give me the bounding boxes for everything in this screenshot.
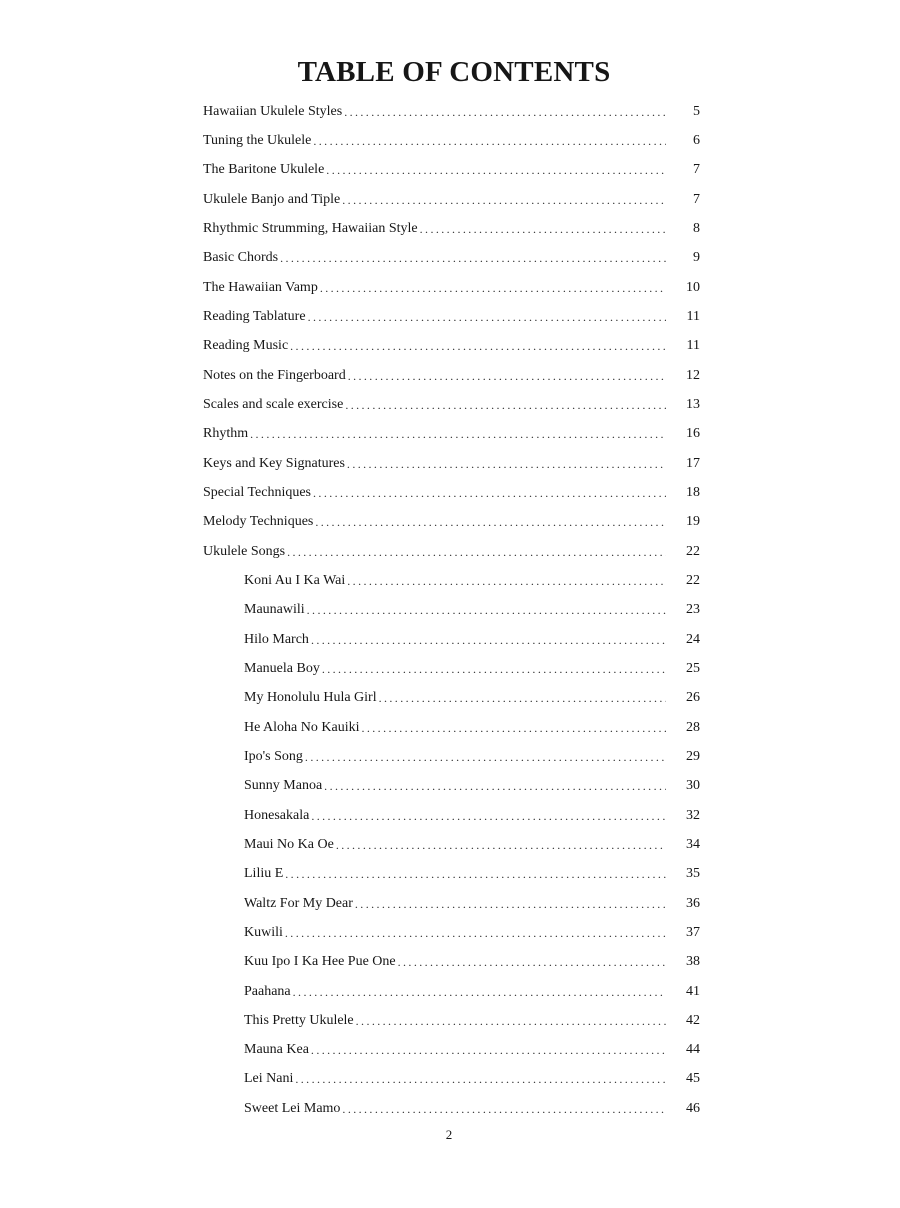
entry-title: Lei Nani <box>244 1071 294 1087</box>
entry-title: Special Techniques <box>203 484 312 500</box>
dot-leader <box>342 192 666 208</box>
entry-title: Basic Chords <box>203 250 279 266</box>
toc-subentry <box>0 801 900 830</box>
dot-leader <box>307 602 666 618</box>
entry-page-number: 41 <box>686 983 700 999</box>
entry-page-number: 10 <box>686 279 700 295</box>
dot-leader <box>287 544 666 560</box>
dot-leader <box>420 221 666 237</box>
entry-title: Liliu E <box>244 866 284 882</box>
dot-leader <box>313 133 666 149</box>
toc-subentry <box>0 625 900 654</box>
dot-leader <box>313 485 666 501</box>
dot-leader <box>305 749 666 765</box>
entry-page-number: 24 <box>686 631 700 647</box>
entry-title: Ukulele Banjo and Tiple <box>203 191 341 207</box>
toc-subentry <box>0 889 900 918</box>
toc-list <box>0 97 900 1123</box>
page-title: TABLE OF CONTENTS <box>297 56 611 88</box>
entry-page-number: 45 <box>686 1071 700 1087</box>
dot-leader <box>379 690 666 706</box>
dot-leader <box>361 720 666 736</box>
dot-leader <box>311 808 666 824</box>
entry-page-number: 38 <box>686 954 700 970</box>
toc-entry <box>0 390 900 419</box>
entry-title: The Hawaiian Vamp <box>203 279 318 295</box>
dot-leader <box>348 368 666 384</box>
dot-leader <box>311 1042 666 1058</box>
entry-page-number: 37 <box>686 924 700 940</box>
entry-title: Maui No Ka Oe <box>244 836 334 852</box>
entry-title: Reading Music <box>203 338 289 354</box>
toc-entry <box>0 449 900 478</box>
toc-subentry <box>0 566 900 595</box>
toc-entry <box>0 361 900 390</box>
dot-leader <box>336 837 666 853</box>
entry-title: Sunny Manoa <box>244 778 323 794</box>
toc-subentry <box>0 742 900 771</box>
dot-leader <box>324 778 666 794</box>
entry-page-number: 19 <box>686 514 700 530</box>
entry-title: Hawaiian Ukulele Styles <box>203 103 343 119</box>
toc-subentry <box>0 1036 900 1065</box>
entry-page-number: 6 <box>693 132 700 148</box>
page-number: 2 <box>445 1127 453 1142</box>
entry-page-number: 32 <box>686 807 700 823</box>
entry-page-number: 16 <box>686 426 700 442</box>
dot-leader <box>311 632 666 648</box>
dot-leader <box>344 104 666 120</box>
entry-title: Rhythmic Strumming, Hawaiian Style <box>203 220 418 236</box>
toc-entry <box>0 214 900 243</box>
entry-title: Manuela Boy <box>244 660 320 676</box>
entry-page-number: 7 <box>693 191 700 207</box>
dot-leader <box>356 1013 666 1029</box>
toc-subentry <box>0 1065 900 1094</box>
toc-subentry <box>0 713 900 742</box>
toc-entry <box>0 302 900 331</box>
entry-title: Tuning the Ukulele <box>203 132 312 148</box>
toc-entry <box>0 478 900 507</box>
dot-leader <box>355 896 666 912</box>
entry-title: Maunawili <box>244 602 305 618</box>
entry-title: Waltz For My Dear <box>244 895 353 911</box>
entry-page-number: 7 <box>693 162 700 178</box>
dot-leader <box>315 514 666 530</box>
dot-leader <box>293 984 666 1000</box>
entry-page-number: 46 <box>686 1100 700 1116</box>
toc-entry <box>0 126 900 155</box>
entry-title: Ipo's Song <box>244 748 303 764</box>
dot-leader <box>295 1071 666 1087</box>
entry-title: Scales and scale exercise <box>203 396 344 412</box>
dot-leader <box>290 338 666 354</box>
toc-subentry <box>0 860 900 889</box>
entry-title: Kuu Ipo I Ka Hee Pue One <box>244 954 396 970</box>
entry-page-number: 44 <box>686 1042 700 1058</box>
entry-page-number: 11 <box>686 338 700 354</box>
entry-page-number: 8 <box>693 220 700 236</box>
toc-entry <box>0 185 900 214</box>
entry-title: Melody Techniques <box>203 514 314 530</box>
dot-leader <box>285 925 666 941</box>
entry-page-number: 22 <box>686 543 700 559</box>
entry-title: Koni Au I Ka Wai <box>244 572 346 588</box>
dot-leader <box>347 456 666 472</box>
toc-entry <box>0 420 900 449</box>
entry-page-number: 42 <box>686 1012 700 1028</box>
entry-page-number: 11 <box>686 308 700 324</box>
entry-title: Mauna Kea <box>244 1042 309 1058</box>
entry-page-number: 25 <box>686 660 700 676</box>
dot-leader <box>322 661 666 677</box>
toc-subentry <box>0 830 900 859</box>
toc-subentry <box>0 596 900 625</box>
entry-title: Hilo March <box>244 631 309 647</box>
entry-title: Kuwili <box>244 924 283 940</box>
entry-title: Ukulele Songs <box>203 543 286 559</box>
entry-page-number: 17 <box>686 455 700 471</box>
entry-title: My Honolulu Hula Girl <box>244 690 377 706</box>
entry-title: Keys and Key Signatures <box>203 455 345 471</box>
entry-title: The Baritone Ukulele <box>203 162 325 178</box>
entry-title: Paahana <box>244 983 291 999</box>
toc-subentry <box>0 1094 900 1123</box>
toc-entry <box>0 508 900 537</box>
entry-page-number: 5 <box>693 103 700 119</box>
entry-title: Reading Tablature <box>203 308 306 324</box>
entry-title: Notes on the Fingerboard <box>203 367 346 383</box>
dot-leader <box>345 397 666 413</box>
entry-page-number: 35 <box>686 866 700 882</box>
entry-title: He Aloha No Kauiki <box>244 719 360 735</box>
toc-entry <box>0 97 900 126</box>
toc-subentry <box>0 948 900 977</box>
dot-leader <box>250 426 666 442</box>
toc-entry <box>0 332 900 361</box>
toc-subentry <box>0 684 900 713</box>
entry-page-number: 12 <box>686 367 700 383</box>
toc-entry <box>0 537 900 566</box>
dot-leader <box>342 1101 666 1117</box>
entry-page-number: 30 <box>686 778 700 794</box>
toc-subentry <box>0 654 900 683</box>
entry-page-number: 26 <box>686 690 700 706</box>
dot-leader <box>280 250 666 266</box>
entry-title: Sweet Lei Mamo <box>244 1100 341 1116</box>
entry-page-number: 34 <box>686 836 700 852</box>
dot-leader <box>285 866 666 882</box>
dot-leader <box>347 573 666 589</box>
toc-entry <box>0 273 900 302</box>
toc-subentry <box>0 918 900 947</box>
toc-subentry <box>0 977 900 1006</box>
toc-entry <box>0 244 900 273</box>
toc-subentry <box>0 772 900 801</box>
entry-page-number: 18 <box>686 484 700 500</box>
dot-leader <box>398 954 666 970</box>
entry-page-number: 22 <box>686 572 700 588</box>
entry-page-number: 36 <box>686 895 700 911</box>
dot-leader <box>320 280 666 296</box>
dot-leader <box>326 162 666 178</box>
entry-title: Rhythm <box>203 426 249 442</box>
entry-page-number: 13 <box>686 396 700 412</box>
toc-entry <box>0 156 900 185</box>
dot-leader <box>308 309 666 325</box>
entry-page-number: 9 <box>693 250 700 266</box>
toc-subentry <box>0 1006 900 1035</box>
entry-title: This Pretty Ukulele <box>244 1012 354 1028</box>
entry-title: Honesakala <box>244 807 310 823</box>
entry-page-number: 23 <box>686 602 700 618</box>
entry-page-number: 28 <box>686 719 700 735</box>
entry-page-number: 29 <box>686 748 700 764</box>
